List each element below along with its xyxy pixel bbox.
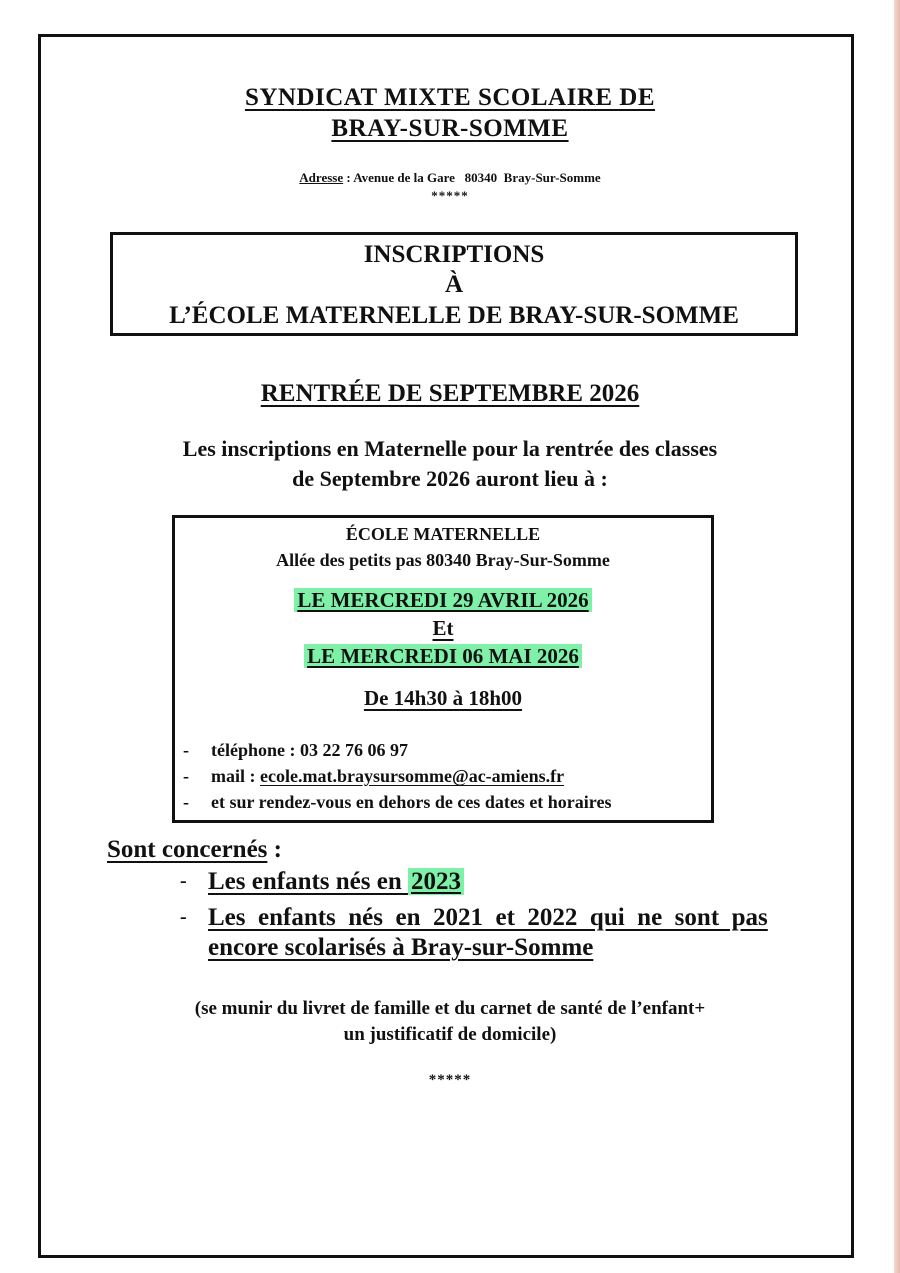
mail-link[interactable]: ecole.mat.braysursomme@ac-amiens.fr xyxy=(260,766,565,786)
concerned-heading xyxy=(107,836,282,864)
criteria-item-1: - Les enfants nés en 2023 xyxy=(208,868,464,896)
title-line-1: INSCRIPTIONS xyxy=(363,241,545,268)
mail-label: mail : xyxy=(211,766,260,786)
date-1-row xyxy=(175,588,711,613)
school-name: ÉCOLE MATERNELLE xyxy=(345,524,541,544)
rentree-heading xyxy=(0,380,900,408)
note-line-1: (se munir du livret de famille et du carnet de santé de l’enfant+ xyxy=(194,998,706,1019)
criteria-item-2-line-1: Les enfants nés en 2021 et 2022 qui ne sont pas xyxy=(208,904,768,931)
contact-mail: - mail : ecole.mat.braysursomme@ac-amiens.fr xyxy=(183,766,565,786)
criteria-item-1-text: Les enfants nés en xyxy=(208,868,409,895)
appointment-text: et sur rendez-vous en dehors de ces dates et horaires xyxy=(211,792,612,812)
address-label: Adresse xyxy=(299,170,344,185)
hours-row xyxy=(175,686,711,711)
contact-phone: - téléphone : 03 22 76 06 97 xyxy=(183,740,408,760)
concerned-label: Sont concernés xyxy=(107,836,268,863)
date-1: LE MERCREDI 29 AVRIL 2026 xyxy=(294,588,591,612)
and-row xyxy=(175,616,711,641)
phone-text: téléphone : 03 22 76 06 97 xyxy=(211,740,408,760)
organization-name xyxy=(0,82,900,144)
org-line-2: BRAY-SUR-SOMME xyxy=(331,115,569,142)
info-box xyxy=(172,515,714,823)
hours: De 14h30 à 18h00 xyxy=(363,686,523,710)
intro-paragraph xyxy=(0,434,900,494)
separator-stars-top: ***** xyxy=(431,188,469,203)
title-box xyxy=(110,232,798,336)
and-text: Et xyxy=(432,616,454,640)
concerned-colon: : xyxy=(267,836,282,863)
date-2: LE MERCREDI 06 MAI 2026 xyxy=(304,644,582,668)
documents-note xyxy=(0,996,900,1048)
intro-line-1: Les inscriptions en Maternelle pour la rentrée des classes xyxy=(182,436,718,461)
title-line-2: À xyxy=(444,271,464,298)
intro-line-2: de Septembre 2026 auront lieu à : xyxy=(292,466,608,491)
separator-stars-bottom: ***** xyxy=(428,1072,472,1088)
school-address: Allée des petits pas 80340 Bray-Sur-Somme xyxy=(276,550,610,570)
criteria-item-1-year: 2023 xyxy=(408,868,464,895)
address-value: : Avenue de la Gare 80340 Bray-Sur-Somme xyxy=(343,170,601,185)
contact-appointment: - et sur rendez-vous en dehors de ces dates et horaires xyxy=(183,792,612,812)
note-line-2: un justificatif de domicile) xyxy=(343,1024,557,1045)
org-line-1: SYNDICAT MIXTE SCOLAIRE DE xyxy=(244,84,656,111)
address xyxy=(0,170,900,186)
rentree-text: RENTRÉE DE SEPTEMBRE 2026 xyxy=(260,380,640,407)
title-line-3: L’ÉCOLE MATERNELLE DE BRAY-SUR-SOMME xyxy=(169,302,739,329)
date-2-row xyxy=(175,644,711,669)
criteria-item-2: - Les enfants nés en 2021 et 2022 qui ne sont pas encore scolarisés à Bray-sur-Somme xyxy=(180,904,768,961)
criteria-item-2-line-2: encore scolarisés à Bray-sur-Somme xyxy=(208,934,594,961)
